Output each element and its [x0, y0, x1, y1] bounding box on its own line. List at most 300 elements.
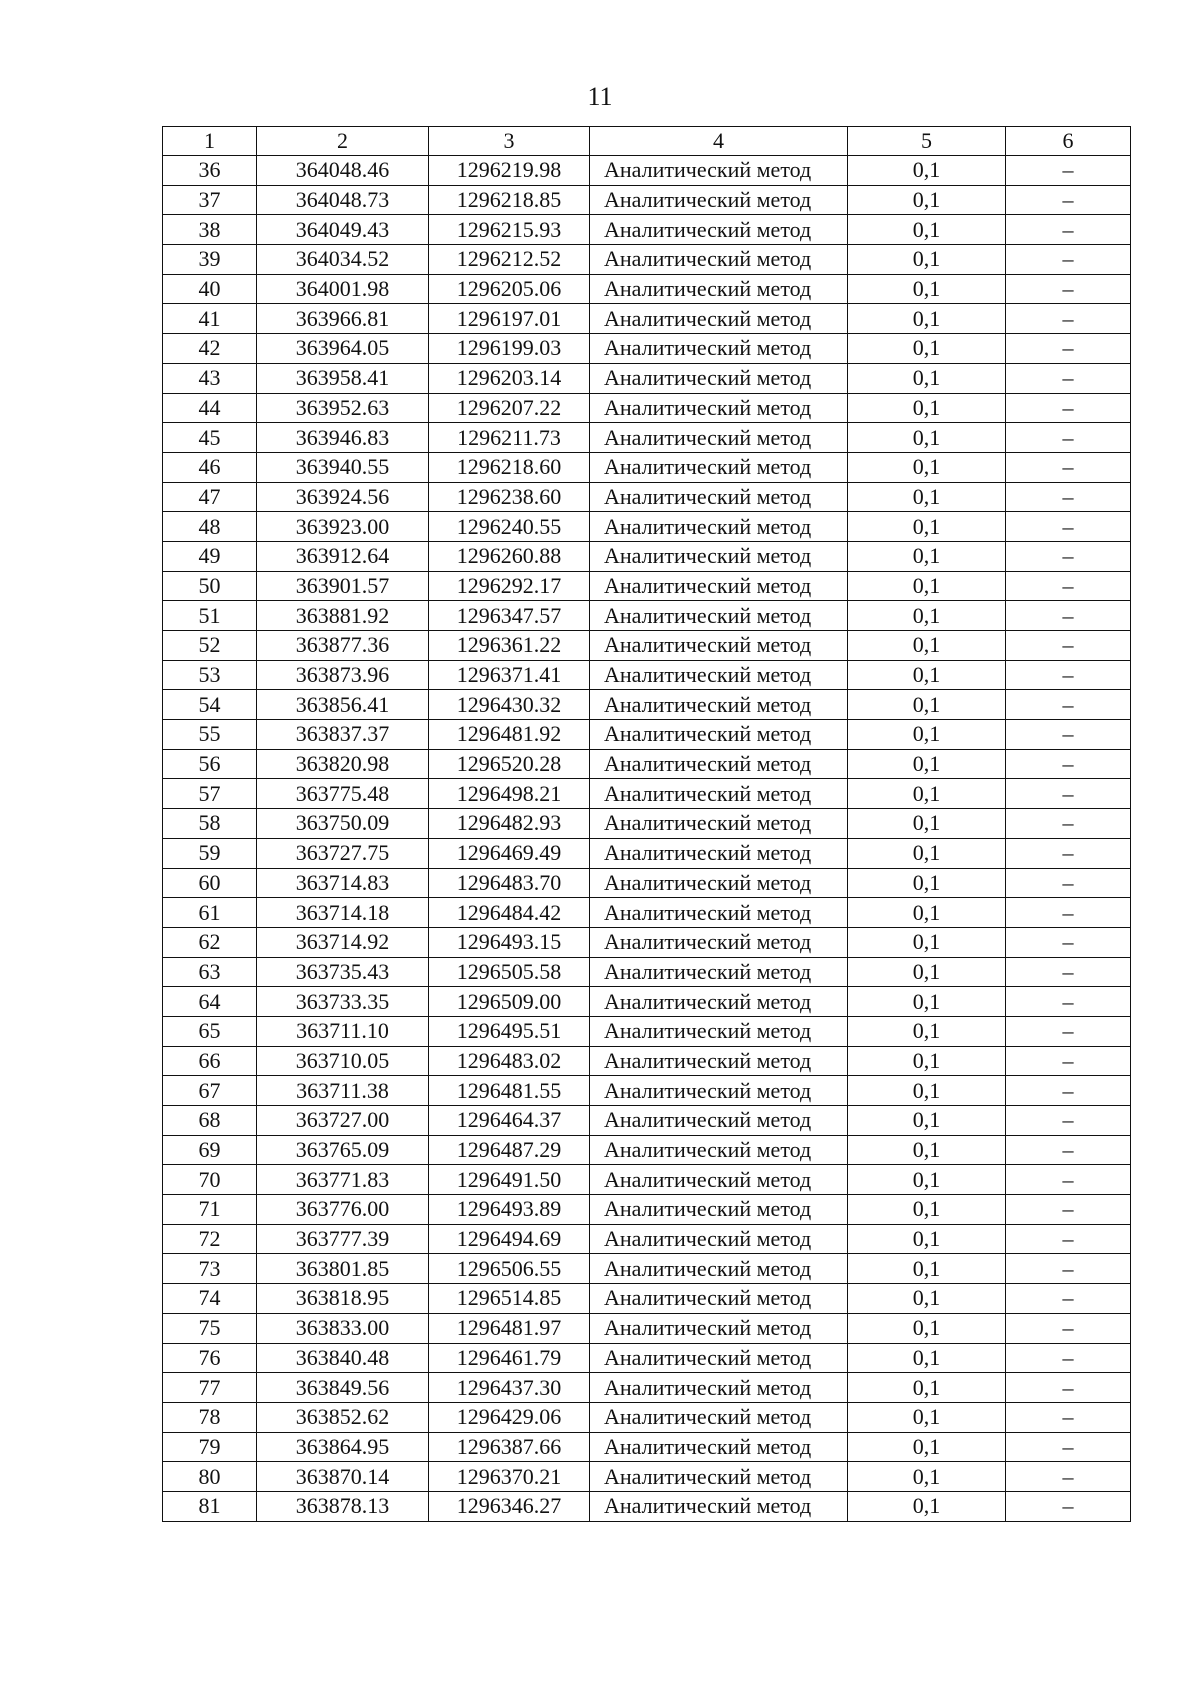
- accuracy-cell: 0,1: [848, 274, 1006, 304]
- accuracy-cell: 0,1: [848, 1076, 1006, 1106]
- note-cell: –: [1006, 482, 1131, 512]
- accuracy-cell: 0,1: [848, 1165, 1006, 1195]
- accuracy-cell: 0,1: [848, 720, 1006, 750]
- accuracy-cell: 0,1: [848, 1106, 1006, 1136]
- method-cell: Аналитический метод: [590, 274, 848, 304]
- x-coordinate-cell: 363714.92: [257, 927, 429, 957]
- note-cell: –: [1006, 957, 1131, 987]
- method-cell: Аналитический метод: [590, 1373, 848, 1403]
- x-coordinate-cell: 363870.14: [257, 1462, 429, 1492]
- note-cell: –: [1006, 601, 1131, 631]
- point-number-cell: 44: [163, 393, 257, 423]
- y-coordinate-cell: 1296469.49: [429, 838, 590, 868]
- note-cell: –: [1006, 631, 1131, 661]
- table-row: [163, 690, 1131, 720]
- accuracy-cell: 0,1: [848, 363, 1006, 393]
- y-coordinate-cell: 1296387.66: [429, 1432, 590, 1462]
- table-row: [163, 1195, 1131, 1225]
- table-row: [163, 274, 1131, 304]
- x-coordinate-cell: 363727.00: [257, 1106, 429, 1136]
- method-cell: Аналитический метод: [590, 1462, 848, 1492]
- accuracy-cell: 0,1: [848, 927, 1006, 957]
- note-cell: –: [1006, 1046, 1131, 1076]
- y-coordinate-cell: 1296370.21: [429, 1462, 590, 1492]
- note-cell: –: [1006, 1432, 1131, 1462]
- y-coordinate-cell: 1296371.41: [429, 660, 590, 690]
- accuracy-cell: 0,1: [848, 749, 1006, 779]
- y-coordinate-cell: 1296218.60: [429, 452, 590, 482]
- note-cell: –: [1006, 334, 1131, 364]
- method-cell: Аналитический метод: [590, 1284, 848, 1314]
- x-coordinate-cell: 363801.85: [257, 1254, 429, 1284]
- accuracy-cell: 0,1: [848, 452, 1006, 482]
- y-coordinate-cell: 1296211.73: [429, 423, 590, 453]
- x-coordinate-cell: 363714.18: [257, 898, 429, 928]
- y-coordinate-cell: 1296506.55: [429, 1254, 590, 1284]
- point-number-cell: 79: [163, 1432, 257, 1462]
- x-coordinate-cell: 363952.63: [257, 393, 429, 423]
- accuracy-cell: 0,1: [848, 1284, 1006, 1314]
- y-coordinate-cell: 1296483.70: [429, 868, 590, 898]
- x-coordinate-cell: 363873.96: [257, 660, 429, 690]
- x-coordinate-cell: 364049.43: [257, 215, 429, 245]
- table-row: [163, 1462, 1131, 1492]
- table-row: [163, 452, 1131, 482]
- accuracy-cell: 0,1: [848, 838, 1006, 868]
- y-coordinate-cell: 1296361.22: [429, 631, 590, 661]
- note-cell: –: [1006, 838, 1131, 868]
- x-coordinate-cell: 363966.81: [257, 304, 429, 334]
- note-cell: –: [1006, 215, 1131, 245]
- accuracy-cell: 0,1: [848, 482, 1006, 512]
- table-row: [163, 1402, 1131, 1432]
- y-coordinate-cell: 1296215.93: [429, 215, 590, 245]
- accuracy-cell: 0,1: [848, 304, 1006, 334]
- point-number-cell: 46: [163, 452, 257, 482]
- accuracy-cell: 0,1: [848, 1432, 1006, 1462]
- method-cell: Аналитический метод: [590, 1046, 848, 1076]
- y-coordinate-cell: 1296207.22: [429, 393, 590, 423]
- method-cell: Аналитический метод: [590, 660, 848, 690]
- x-coordinate-cell: 363849.56: [257, 1373, 429, 1403]
- table-row: [163, 957, 1131, 987]
- method-cell: Аналитический метод: [590, 1402, 848, 1432]
- point-number-cell: 77: [163, 1373, 257, 1403]
- table-row: [163, 1254, 1131, 1284]
- header-cell-4: 4: [590, 127, 848, 156]
- point-number-cell: 37: [163, 185, 257, 215]
- table-row: [163, 868, 1131, 898]
- x-coordinate-cell: 363912.64: [257, 541, 429, 571]
- point-number-cell: 43: [163, 363, 257, 393]
- table-row: [163, 393, 1131, 423]
- accuracy-cell: 0,1: [848, 868, 1006, 898]
- table-row: [163, 927, 1131, 957]
- y-coordinate-cell: 1296346.27: [429, 1491, 590, 1521]
- accuracy-cell: 0,1: [848, 215, 1006, 245]
- x-coordinate-cell: 363840.48: [257, 1343, 429, 1373]
- method-cell: Аналитический метод: [590, 838, 848, 868]
- point-number-cell: 59: [163, 838, 257, 868]
- coordinates-table: [162, 126, 1131, 1522]
- x-coordinate-cell: 363765.09: [257, 1135, 429, 1165]
- y-coordinate-cell: 1296482.93: [429, 809, 590, 839]
- accuracy-cell: 0,1: [848, 1402, 1006, 1432]
- accuracy-cell: 0,1: [848, 185, 1006, 215]
- x-coordinate-cell: 363852.62: [257, 1402, 429, 1432]
- table-row: [163, 720, 1131, 750]
- accuracy-cell: 0,1: [848, 1135, 1006, 1165]
- table-row: [163, 1016, 1131, 1046]
- note-cell: –: [1006, 720, 1131, 750]
- x-coordinate-cell: 363776.00: [257, 1195, 429, 1225]
- table-row: [163, 215, 1131, 245]
- point-number-cell: 71: [163, 1195, 257, 1225]
- table-row: [163, 838, 1131, 868]
- note-cell: –: [1006, 245, 1131, 275]
- table-row: [163, 512, 1131, 542]
- accuracy-cell: 0,1: [848, 423, 1006, 453]
- x-coordinate-cell: 364048.46: [257, 156, 429, 186]
- note-cell: –: [1006, 987, 1131, 1017]
- point-number-cell: 53: [163, 660, 257, 690]
- x-coordinate-cell: 363940.55: [257, 452, 429, 482]
- table-row: [163, 601, 1131, 631]
- note-cell: –: [1006, 660, 1131, 690]
- table-row: [163, 363, 1131, 393]
- table-row: [163, 1076, 1131, 1106]
- table-row: [163, 898, 1131, 928]
- table-row: [163, 245, 1131, 275]
- x-coordinate-cell: 363924.56: [257, 482, 429, 512]
- note-cell: –: [1006, 1135, 1131, 1165]
- x-coordinate-cell: 363711.38: [257, 1076, 429, 1106]
- header-cell-5: 5: [848, 127, 1006, 156]
- note-cell: –: [1006, 927, 1131, 957]
- point-number-cell: 45: [163, 423, 257, 453]
- y-coordinate-cell: 1296197.01: [429, 304, 590, 334]
- note-cell: –: [1006, 452, 1131, 482]
- table-row: [163, 1343, 1131, 1373]
- point-number-cell: 61: [163, 898, 257, 928]
- accuracy-cell: 0,1: [848, 1462, 1006, 1492]
- accuracy-cell: 0,1: [848, 779, 1006, 809]
- method-cell: Аналитический метод: [590, 423, 848, 453]
- accuracy-cell: 0,1: [848, 1373, 1006, 1403]
- note-cell: –: [1006, 1491, 1131, 1521]
- y-coordinate-cell: 1296347.57: [429, 601, 590, 631]
- y-coordinate-cell: 1296481.55: [429, 1076, 590, 1106]
- table-row: [163, 631, 1131, 661]
- note-cell: –: [1006, 1402, 1131, 1432]
- x-coordinate-cell: 363833.00: [257, 1313, 429, 1343]
- table-row: [163, 482, 1131, 512]
- method-cell: Аналитический метод: [590, 571, 848, 601]
- table-row: [163, 334, 1131, 364]
- point-number-cell: 74: [163, 1284, 257, 1314]
- table-row: [163, 779, 1131, 809]
- method-cell: Аналитический метод: [590, 363, 848, 393]
- table-row: [163, 1106, 1131, 1136]
- point-number-cell: 38: [163, 215, 257, 245]
- accuracy-cell: 0,1: [848, 601, 1006, 631]
- note-cell: –: [1006, 868, 1131, 898]
- accuracy-cell: 0,1: [848, 1343, 1006, 1373]
- accuracy-cell: 0,1: [848, 156, 1006, 186]
- table-row: [163, 541, 1131, 571]
- y-coordinate-cell: 1296483.02: [429, 1046, 590, 1076]
- x-coordinate-cell: 363946.83: [257, 423, 429, 453]
- point-number-cell: 73: [163, 1254, 257, 1284]
- note-cell: –: [1006, 898, 1131, 928]
- point-number-cell: 68: [163, 1106, 257, 1136]
- point-number-cell: 49: [163, 541, 257, 571]
- x-coordinate-cell: 364048.73: [257, 185, 429, 215]
- x-coordinate-cell: 363923.00: [257, 512, 429, 542]
- accuracy-cell: 0,1: [848, 987, 1006, 1017]
- note-cell: –: [1006, 749, 1131, 779]
- method-cell: Аналитический метод: [590, 156, 848, 186]
- point-number-cell: 60: [163, 868, 257, 898]
- method-cell: Аналитический метод: [590, 1135, 848, 1165]
- point-number-cell: 80: [163, 1462, 257, 1492]
- point-number-cell: 70: [163, 1165, 257, 1195]
- x-coordinate-cell: 363964.05: [257, 334, 429, 364]
- method-cell: Аналитический метод: [590, 868, 848, 898]
- y-coordinate-cell: 1296292.17: [429, 571, 590, 601]
- x-coordinate-cell: 363901.57: [257, 571, 429, 601]
- note-cell: –: [1006, 1224, 1131, 1254]
- y-coordinate-cell: 1296491.50: [429, 1165, 590, 1195]
- point-number-cell: 81: [163, 1491, 257, 1521]
- y-coordinate-cell: 1296437.30: [429, 1373, 590, 1403]
- table-row: [163, 1284, 1131, 1314]
- accuracy-cell: 0,1: [848, 1224, 1006, 1254]
- header-cell-1: 1: [163, 127, 257, 156]
- method-cell: Аналитический метод: [590, 720, 848, 750]
- accuracy-cell: 0,1: [848, 393, 1006, 423]
- point-number-cell: 76: [163, 1343, 257, 1373]
- x-coordinate-cell: 363775.48: [257, 779, 429, 809]
- x-coordinate-cell: 363837.37: [257, 720, 429, 750]
- x-coordinate-cell: 363733.35: [257, 987, 429, 1017]
- method-cell: Аналитический метод: [590, 957, 848, 987]
- method-cell: Аналитический метод: [590, 334, 848, 364]
- method-cell: Аналитический метод: [590, 452, 848, 482]
- accuracy-cell: 0,1: [848, 334, 1006, 364]
- accuracy-cell: 0,1: [848, 1491, 1006, 1521]
- note-cell: –: [1006, 571, 1131, 601]
- y-coordinate-cell: 1296219.98: [429, 156, 590, 186]
- accuracy-cell: 0,1: [848, 809, 1006, 839]
- method-cell: Аналитический метод: [590, 185, 848, 215]
- table-row: [163, 749, 1131, 779]
- point-number-cell: 72: [163, 1224, 257, 1254]
- y-coordinate-cell: 1296430.32: [429, 690, 590, 720]
- method-cell: Аналитический метод: [590, 1343, 848, 1373]
- method-cell: Аналитический метод: [590, 1195, 848, 1225]
- y-coordinate-cell: 1296199.03: [429, 334, 590, 364]
- method-cell: Аналитический метод: [590, 1313, 848, 1343]
- x-coordinate-cell: 363856.41: [257, 690, 429, 720]
- method-cell: Аналитический метод: [590, 541, 848, 571]
- x-coordinate-cell: 363710.05: [257, 1046, 429, 1076]
- method-cell: Аналитический метод: [590, 1491, 848, 1521]
- accuracy-cell: 0,1: [848, 898, 1006, 928]
- point-number-cell: 48: [163, 512, 257, 542]
- method-cell: Аналитический метод: [590, 1165, 848, 1195]
- x-coordinate-cell: 363714.83: [257, 868, 429, 898]
- accuracy-cell: 0,1: [848, 541, 1006, 571]
- x-coordinate-cell: 363735.43: [257, 957, 429, 987]
- note-cell: –: [1006, 1195, 1131, 1225]
- table-row: [163, 1313, 1131, 1343]
- table-row: [163, 423, 1131, 453]
- accuracy-cell: 0,1: [848, 690, 1006, 720]
- accuracy-cell: 0,1: [848, 660, 1006, 690]
- x-coordinate-cell: 363750.09: [257, 809, 429, 839]
- point-number-cell: 52: [163, 631, 257, 661]
- y-coordinate-cell: 1296493.15: [429, 927, 590, 957]
- accuracy-cell: 0,1: [848, 1016, 1006, 1046]
- x-coordinate-cell: 363878.13: [257, 1491, 429, 1521]
- x-coordinate-cell: 363864.95: [257, 1432, 429, 1462]
- point-number-cell: 55: [163, 720, 257, 750]
- table-header-row: [163, 127, 1131, 156]
- point-number-cell: 58: [163, 809, 257, 839]
- accuracy-cell: 0,1: [848, 631, 1006, 661]
- point-number-cell: 54: [163, 690, 257, 720]
- note-cell: –: [1006, 1016, 1131, 1046]
- note-cell: –: [1006, 156, 1131, 186]
- note-cell: –: [1006, 274, 1131, 304]
- point-number-cell: 56: [163, 749, 257, 779]
- table-row: [163, 1373, 1131, 1403]
- y-coordinate-cell: 1296260.88: [429, 541, 590, 571]
- y-coordinate-cell: 1296505.58: [429, 957, 590, 987]
- note-cell: –: [1006, 541, 1131, 571]
- note-cell: –: [1006, 1462, 1131, 1492]
- point-number-cell: 67: [163, 1076, 257, 1106]
- note-cell: –: [1006, 1373, 1131, 1403]
- table-row: [163, 1491, 1131, 1521]
- method-cell: Аналитический метод: [590, 898, 848, 928]
- x-coordinate-cell: 363771.83: [257, 1165, 429, 1195]
- method-cell: Аналитический метод: [590, 809, 848, 839]
- table-row: [163, 156, 1131, 186]
- x-coordinate-cell: 363958.41: [257, 363, 429, 393]
- accuracy-cell: 0,1: [848, 957, 1006, 987]
- point-number-cell: 57: [163, 779, 257, 809]
- table-row: [163, 987, 1131, 1017]
- note-cell: –: [1006, 185, 1131, 215]
- point-number-cell: 62: [163, 927, 257, 957]
- y-coordinate-cell: 1296484.42: [429, 898, 590, 928]
- header-cell-6: 6: [1006, 127, 1131, 156]
- table-row: [163, 571, 1131, 601]
- y-coordinate-cell: 1296203.14: [429, 363, 590, 393]
- method-cell: Аналитический метод: [590, 749, 848, 779]
- x-coordinate-cell: 363818.95: [257, 1284, 429, 1314]
- y-coordinate-cell: 1296509.00: [429, 987, 590, 1017]
- method-cell: Аналитический метод: [590, 482, 848, 512]
- method-cell: Аналитический метод: [590, 393, 848, 423]
- method-cell: Аналитический метод: [590, 987, 848, 1017]
- note-cell: –: [1006, 1254, 1131, 1284]
- table-row: [163, 304, 1131, 334]
- y-coordinate-cell: 1296238.60: [429, 482, 590, 512]
- method-cell: Аналитический метод: [590, 245, 848, 275]
- table-row: [163, 1432, 1131, 1462]
- note-cell: –: [1006, 1106, 1131, 1136]
- point-number-cell: 39: [163, 245, 257, 275]
- x-coordinate-cell: 363877.36: [257, 631, 429, 661]
- header-cell-2: 2: [257, 127, 429, 156]
- accuracy-cell: 0,1: [848, 1313, 1006, 1343]
- accuracy-cell: 0,1: [848, 1254, 1006, 1284]
- note-cell: –: [1006, 1284, 1131, 1314]
- page-number: 11: [587, 82, 613, 111]
- note-cell: –: [1006, 1076, 1131, 1106]
- y-coordinate-cell: 1296481.97: [429, 1313, 590, 1343]
- table-row: [163, 1046, 1131, 1076]
- y-coordinate-cell: 1296520.28: [429, 749, 590, 779]
- method-cell: Аналитический метод: [590, 601, 848, 631]
- note-cell: –: [1006, 363, 1131, 393]
- point-number-cell: 64: [163, 987, 257, 1017]
- x-coordinate-cell: 363727.75: [257, 838, 429, 868]
- note-cell: –: [1006, 393, 1131, 423]
- table-row: [163, 809, 1131, 839]
- method-cell: Аналитический метод: [590, 1432, 848, 1462]
- y-coordinate-cell: 1296240.55: [429, 512, 590, 542]
- note-cell: –: [1006, 809, 1131, 839]
- method-cell: Аналитический метод: [590, 779, 848, 809]
- x-coordinate-cell: 364001.98: [257, 274, 429, 304]
- point-number-cell: 41: [163, 304, 257, 334]
- note-cell: –: [1006, 690, 1131, 720]
- method-cell: Аналитический метод: [590, 1016, 848, 1046]
- point-number-cell: 66: [163, 1046, 257, 1076]
- point-number-cell: 51: [163, 601, 257, 631]
- accuracy-cell: 0,1: [848, 1046, 1006, 1076]
- method-cell: Аналитический метод: [590, 215, 848, 245]
- method-cell: Аналитический метод: [590, 1106, 848, 1136]
- y-coordinate-cell: 1296212.52: [429, 245, 590, 275]
- note-cell: –: [1006, 423, 1131, 453]
- point-number-cell: 78: [163, 1402, 257, 1432]
- note-cell: –: [1006, 1165, 1131, 1195]
- y-coordinate-cell: 1296464.37: [429, 1106, 590, 1136]
- method-cell: Аналитический метод: [590, 631, 848, 661]
- y-coordinate-cell: 1296514.85: [429, 1284, 590, 1314]
- note-cell: –: [1006, 512, 1131, 542]
- y-coordinate-cell: 1296481.92: [429, 720, 590, 750]
- y-coordinate-cell: 1296487.29: [429, 1135, 590, 1165]
- point-number-cell: 69: [163, 1135, 257, 1165]
- y-coordinate-cell: 1296205.06: [429, 274, 590, 304]
- point-number-cell: 65: [163, 1016, 257, 1046]
- method-cell: Аналитический метод: [590, 1076, 848, 1106]
- point-number-cell: 40: [163, 274, 257, 304]
- note-cell: –: [1006, 304, 1131, 334]
- method-cell: Аналитический метод: [590, 304, 848, 334]
- x-coordinate-cell: 363820.98: [257, 749, 429, 779]
- method-cell: Аналитический метод: [590, 1224, 848, 1254]
- method-cell: Аналитический метод: [590, 927, 848, 957]
- method-cell: Аналитический метод: [590, 512, 848, 542]
- table-row: [163, 1224, 1131, 1254]
